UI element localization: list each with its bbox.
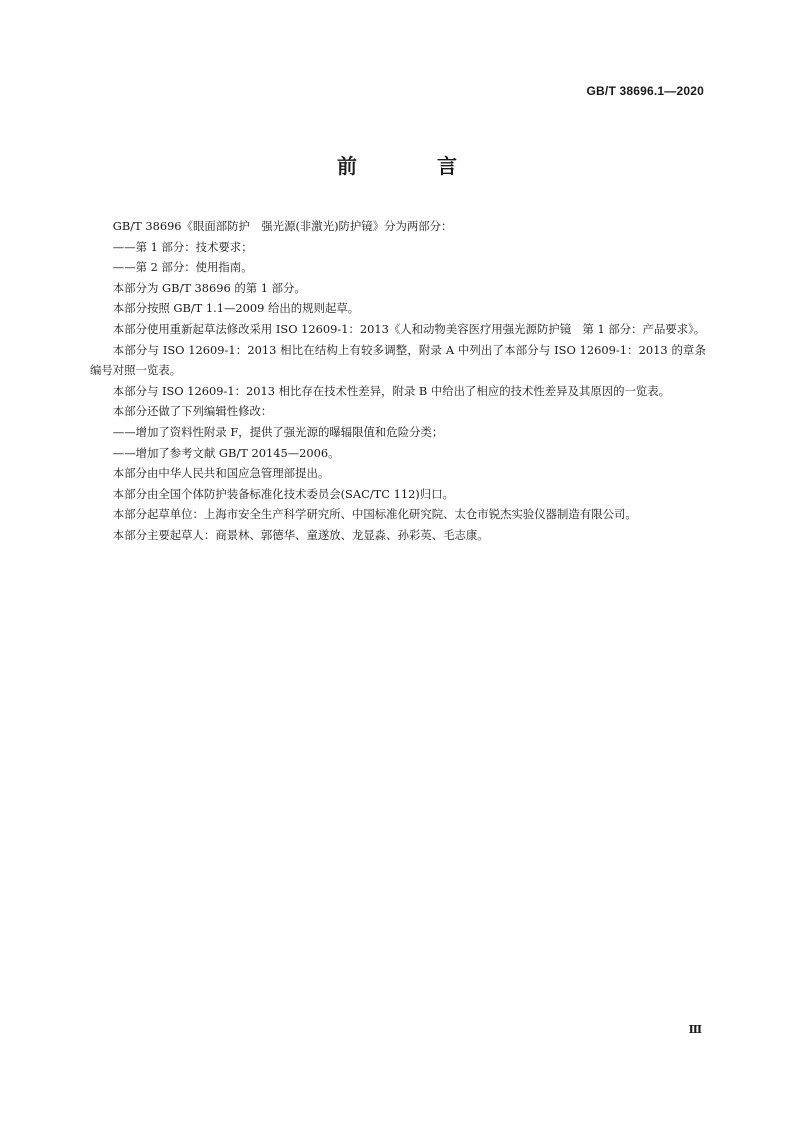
paragraph: 本部分与 ISO 12609-1：2013 相比存在技术性差异，附录 B 中给出了相应的技术性差异及其原因的一览表。 — [112, 383, 671, 398]
paragraph: 本部分按照 GB/T 1.1—2009 给出的规则起草。 — [112, 301, 360, 316]
paragraph: 本部分主要起草人：商景林、郭德华、童遂放、龙显淼、孙彩英、毛志康。 — [112, 527, 489, 542]
paragraph: 本部分为 GB/T 38696 的第 1 部分。 — [112, 280, 306, 295]
list-item: ——第 2 部分：使用指南。 — [112, 260, 253, 275]
foreword-body — [90, 216, 706, 546]
page-number: Ⅲ — [688, 1023, 702, 1036]
paragraph: 本部分由中华人民共和国应急管理部提出。 — [112, 466, 330, 481]
paragraph: 本部分由全国个体防护装备标准化技术委员会(SAC/TC 112)归口。 — [112, 486, 454, 501]
list-item: ——增加了资料性附录 F，提供了强光源的曝辐限值和危险分类； — [112, 424, 444, 439]
page-title: 前 言 — [337, 154, 487, 178]
paragraph: 本部分起草单位：上海市安全生产科学研究所、中国标准化研究院、太仓市锐杰实验仪器制造有限公司。 — [112, 507, 637, 522]
paragraph: 本部分还做了下列编辑性修改： — [112, 404, 273, 419]
list-item: ——增加了参考文献 GB/T 20145—2006。 — [112, 445, 340, 460]
list-item: ——第 1 部分：技术要求； — [112, 239, 253, 254]
paragraph: GB/T 38696《眼面部防护 强光源(非激光)防护镜》分为两部分： — [112, 219, 453, 233]
standard-code: GB/T 38696.1—2020 — [586, 84, 704, 98]
paragraph: 本部分使用重新起草法修改采用 ISO 12609-1：2013《人和动物美容医疗用强光源防护镜 第 1 部分：产品要求》。 — [112, 321, 706, 336]
paragraph: 本部分与 ISO 12609-1：2013 相比在结构上有较多调整，附录 A 中列出了本部分与 ISO 12609-1：2013 的章条编号对照一览表。 — [90, 342, 706, 378]
